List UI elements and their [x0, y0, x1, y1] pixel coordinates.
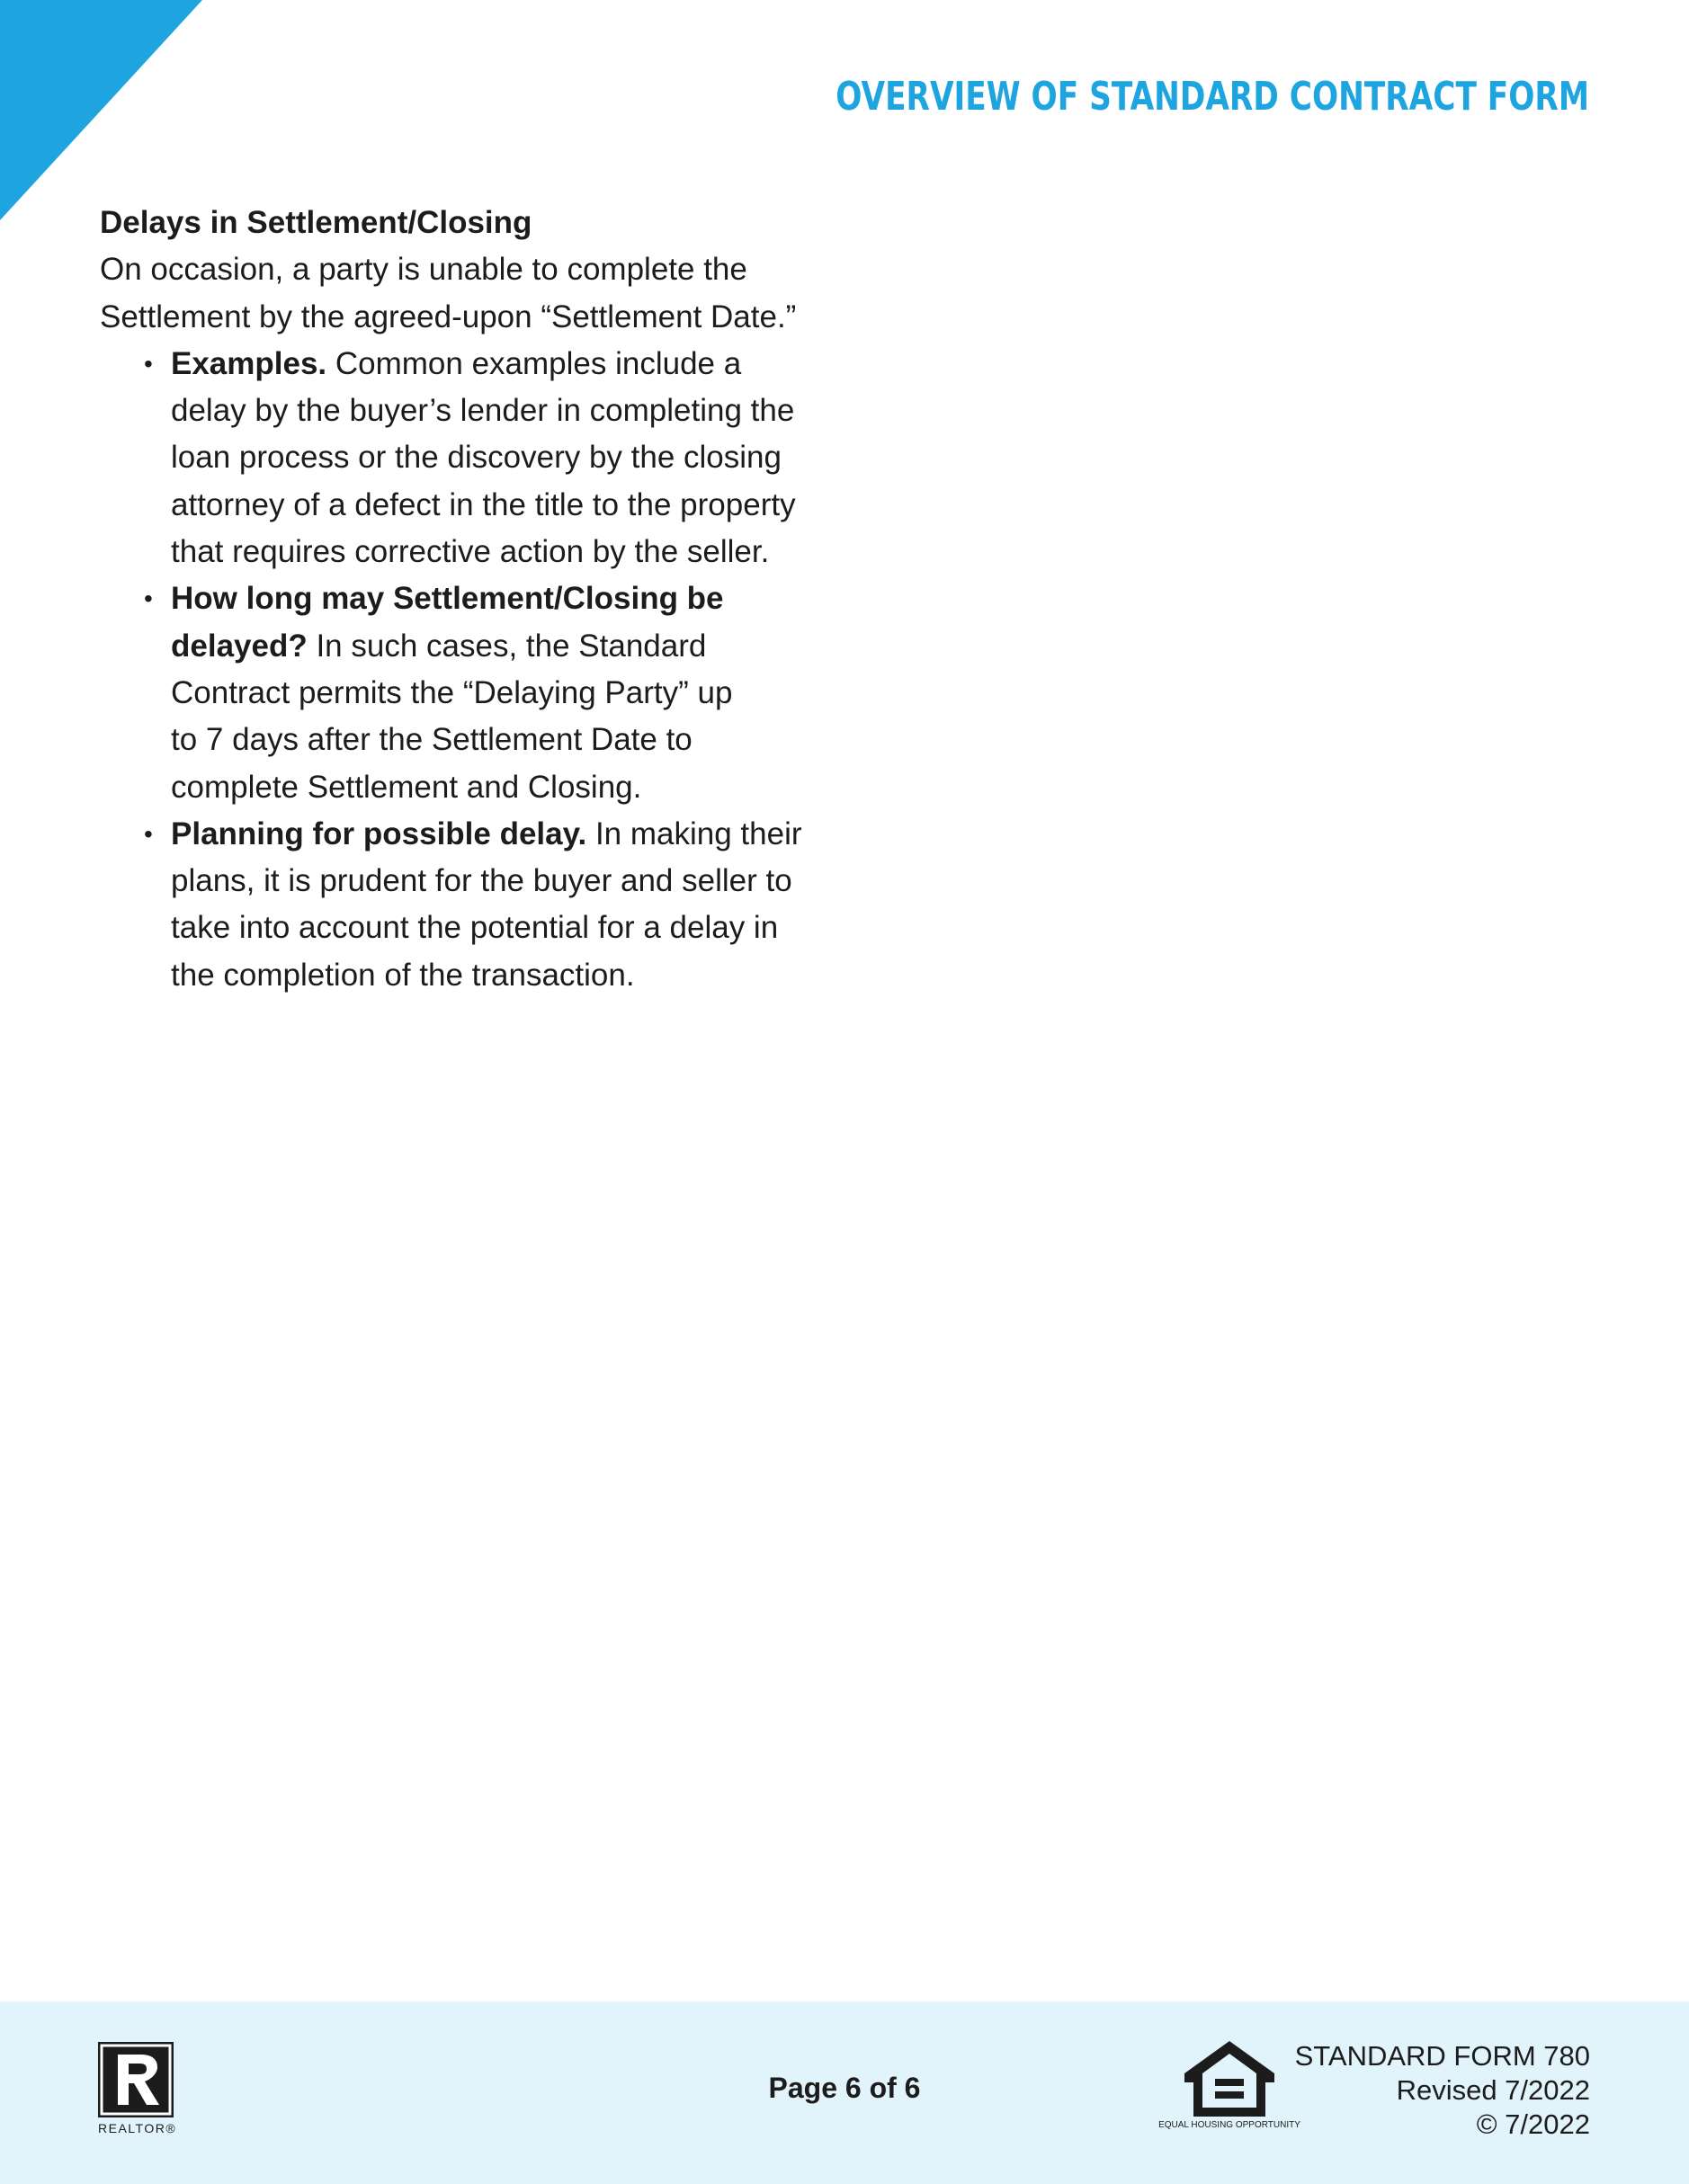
- form-copyright: © 7/2022: [1476, 2108, 1590, 2140]
- bullet-text: Common examples include a delay by the buyer’s lender in completing the loan process or the discovery by the closing attorney of a defect in the title to the property that requires corrective action by the seller.: [171, 345, 796, 570]
- form-info-block: [1295, 2039, 1590, 2142]
- form-name: STANDARD FORM 780: [1294, 2040, 1590, 2072]
- intro-line-2: Settlement by the agreed-upon “Settlement Date.”: [100, 299, 797, 334]
- equal-housing-opportunity-icon: [1158, 2037, 1300, 2138]
- bullet-dot: •: [144, 584, 153, 613]
- form-revised-date: Revised 7/2022: [1396, 2074, 1590, 2106]
- bullet-text: In such cases, the Standard Contract permits the “Delaying Party” up to 7 days after the Settlement Date to complete Settlement and Closing.: [171, 628, 733, 805]
- bullet-bold-label: Planning for possible delay.: [171, 816, 587, 851]
- intro-line-1: On occasion, a party is unable to complete the: [100, 252, 747, 288]
- bullet-item-how-long: [144, 575, 764, 810]
- main-content: [100, 200, 846, 999]
- page-footer: [0, 2001, 1689, 2184]
- bullet-text: In making their plans, it is prudent for the buyer and seller to take into account the potential for a delay in the completion of the transaction.: [171, 816, 802, 993]
- eho-logo-text: EQUAL HOUSING OPPORTUNITY: [1158, 2120, 1300, 2130]
- realtor-logo-text: REALTOR®: [98, 2121, 177, 2135]
- bullet-dot: •: [144, 819, 153, 848]
- section-heading: Delays in Settlement/Closing: [100, 205, 532, 240]
- corner-accent-triangle: [0, 0, 202, 220]
- bullet-bold-label: How long may Settlement/Closing be delayed?: [171, 581, 724, 664]
- bullet-item-examples: [144, 341, 818, 575]
- intro-paragraph: [100, 246, 846, 341]
- bullet-list: [100, 341, 846, 999]
- page-number: Page 6 of 6: [768, 2072, 921, 2104]
- page-header-title: OVERVIEW OF STANDARD CONTRACT FORM: [836, 74, 1589, 120]
- bullet-item-planning: [144, 811, 818, 999]
- bullet-bold-label: Examples.: [171, 345, 327, 381]
- bullet-dot: •: [144, 349, 153, 378]
